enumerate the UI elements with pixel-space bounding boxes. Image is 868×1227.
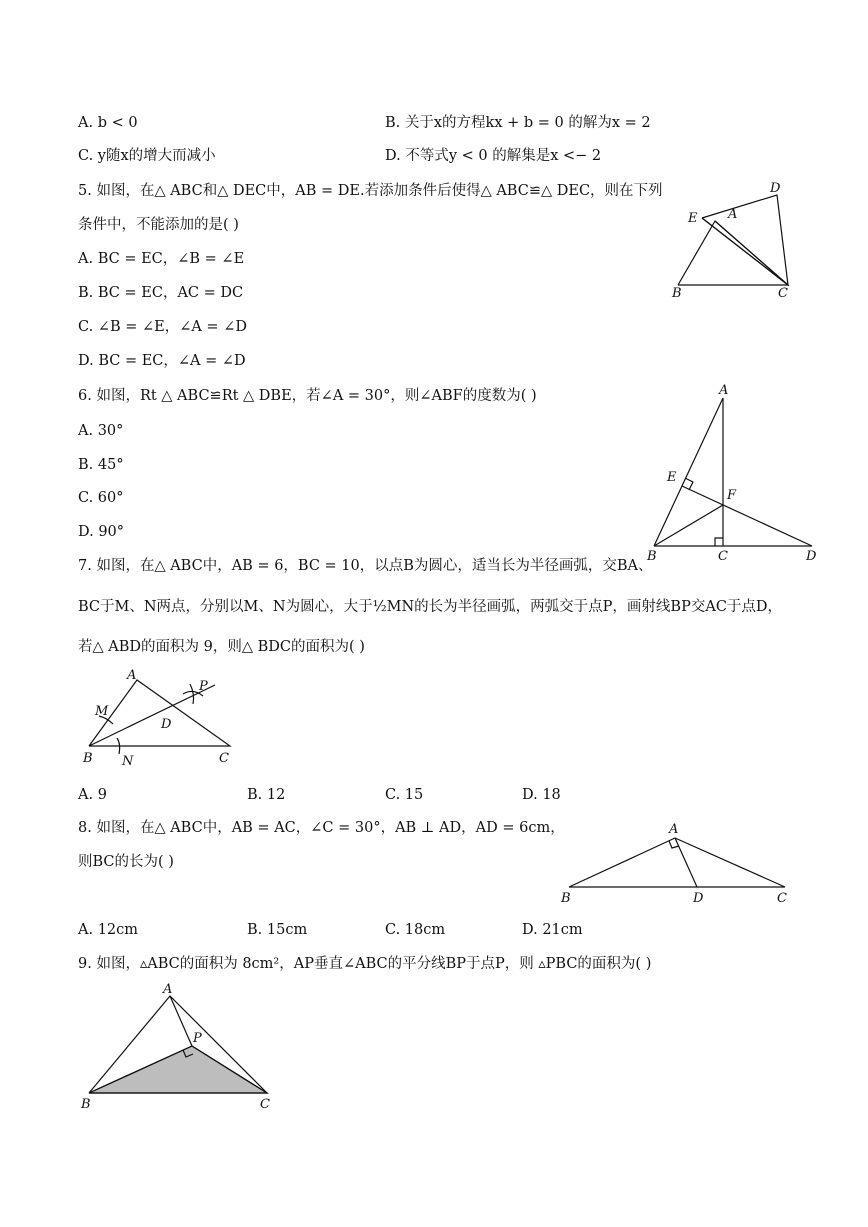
q5-segment-ec — [702, 218, 788, 285]
q6-label-e: E — [667, 470, 677, 485]
q4-option-d: D. 不等式y < 0 的解集是x <− 2 — [385, 148, 602, 164]
q7-label-n: N — [122, 754, 134, 769]
q7-stem-line3: 若△ ABD的面积为 9，则△ BDC的面积为( ) — [78, 639, 365, 655]
q4-option-c: C. y随x的增大而减小 — [78, 148, 216, 164]
q6-segment-bf — [654, 505, 723, 546]
q7-label-p: P — [199, 679, 208, 694]
q6-option-d: D. 90° — [78, 524, 125, 540]
q8-label-b: B — [561, 891, 571, 906]
q5-option-a: A. BC = EC，∠B = ∠E — [78, 251, 245, 267]
q5-label-c: C — [778, 286, 788, 301]
q7-label-a: A — [127, 668, 137, 683]
q5-label-b: B — [672, 286, 682, 301]
q5-triangle-dec — [702, 195, 788, 285]
q5-option-d: D. BC = EC，∠A = ∠D — [78, 353, 246, 369]
q5-option-c: C. ∠B = ∠E，∠A = ∠D — [78, 319, 247, 335]
q5-label-a: A — [728, 207, 738, 222]
q8-option-c: C. 18cm — [385, 922, 446, 938]
q7-option-c: C. 15 — [385, 787, 424, 803]
q5-figure — [660, 175, 810, 305]
q7-figure — [75, 668, 245, 778]
q8-stem-line1: 8. 如图，在△ ABC中，AB = AC，∠C = 30°，AB ⊥ AD，AD = 6cm， — [78, 820, 565, 836]
q5-segment-ac — [715, 221, 788, 285]
q8-option-b: B. 15cm — [247, 922, 308, 938]
q6-label-a: A — [719, 383, 729, 398]
q7-option-d: D. 18 — [522, 787, 561, 803]
q5-option-b: B. BC = EC，AC = DC — [78, 285, 244, 301]
q9-label-c: C — [260, 1097, 270, 1112]
q8-option-d: D. 21cm — [522, 922, 583, 938]
q7-stem-line1: 7. 如图，在△ ABC中，AB = 6，BC = 10，以点B为圆心，适当长为半径画弧，交BA、 — [78, 558, 653, 574]
q6-segment-ed — [682, 486, 812, 546]
q6-label-d: D — [806, 549, 817, 564]
q9-label-a: A — [163, 982, 173, 997]
q6-label-c: C — [718, 549, 728, 564]
q6-stem: 6. 如图，Rt △ ABC≌Rt △ DBE，若∠A = 30°，则∠ABF的度数为( ) — [78, 388, 537, 404]
q9-label-p: P — [193, 1031, 202, 1046]
q6-right-angle-c — [715, 538, 723, 546]
q7-stem-line2: BC于M、N两点，分别以M、N为圆心，大于½MN的长为半径画弧，两弧交于点P，画射线BP交AC于点D， — [78, 599, 783, 615]
q7-label-m: M — [95, 704, 109, 719]
q9-figure — [75, 982, 285, 1117]
q6-option-c: C. 60° — [78, 490, 124, 506]
q8-stem-line2: 则BC的长为( ) — [78, 854, 174, 870]
q6-option-a: A. 30° — [78, 423, 124, 439]
q7-option-b: B. 12 — [247, 787, 286, 803]
q6-segment-ab — [654, 398, 723, 546]
q7-label-b: B — [83, 751, 93, 766]
q8-label-d: D — [693, 891, 704, 906]
q5-label-d: D — [770, 181, 781, 196]
q7-option-a: A. 9 — [78, 787, 107, 803]
q5-stem-line1: 5. 如图，在△ ABC和△ DEC中，AB = DE.若添加条件后使得△ ABC≌△ DEC，则在下列 — [78, 183, 663, 199]
q5-stem-line2: 条件中，不能添加的是( ) — [78, 217, 239, 233]
q7-arc-p2 — [190, 684, 194, 704]
q9-stem: 9. 如图，▵ABC的面积为 8cm²，AP垂直∠ABC的平分线BP于点P，则 ▵PBC的面积为( ) — [78, 956, 652, 972]
q9-shaded-triangle-pbc — [89, 1046, 267, 1093]
q9-label-b: B — [81, 1097, 91, 1112]
q5-label-e: E — [688, 211, 698, 226]
q8-figure — [555, 818, 795, 908]
q6-label-b: B — [647, 549, 657, 564]
q7-label-d: D — [161, 717, 172, 732]
q5-triangle-abc — [678, 221, 788, 285]
q4-option-a: A. b < 0 — [78, 115, 138, 131]
q6-option-b: B. 45° — [78, 457, 124, 473]
q8-label-c: C — [777, 891, 787, 906]
q8-option-a: A. 12cm — [78, 922, 139, 938]
q8-triangle-abc — [569, 838, 785, 887]
q8-label-a: A — [669, 822, 679, 837]
q4-option-b: B. 关于x的方程kx + b = 0 的解为x = 2 — [385, 115, 651, 131]
q6-label-f: F — [727, 488, 737, 503]
q6-figure — [640, 380, 830, 570]
q8-segment-ad — [675, 838, 697, 887]
q9-segment-ap — [170, 996, 192, 1046]
q7-label-c: C — [219, 751, 229, 766]
